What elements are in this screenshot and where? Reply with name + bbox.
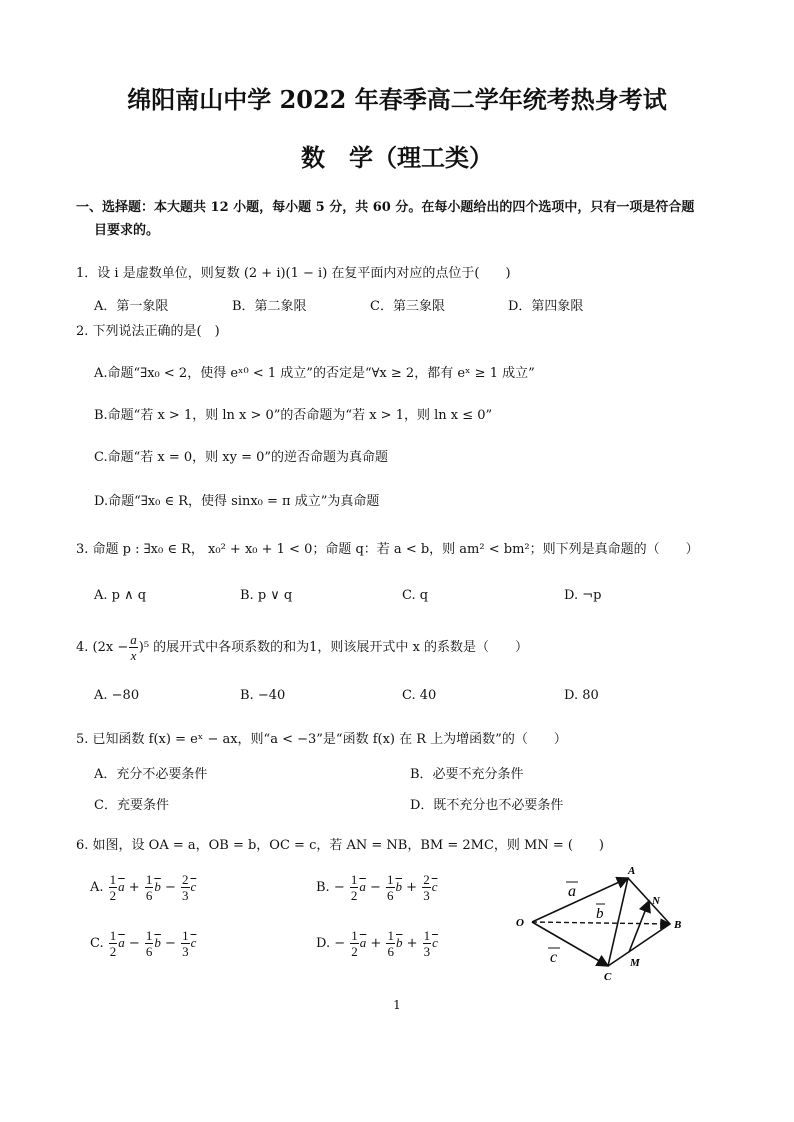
option-label: C. [90,936,108,951]
vector-a-label: a [568,883,576,900]
fraction-denominator: 2 [109,888,117,903]
question-4-option-c: C. 40 [402,688,437,703]
vector-symbol: $\overline{a}$ [118,935,125,950]
operator: − [160,880,180,895]
coefficient-fraction [422,872,431,903]
coefficient-fraction [386,872,395,903]
question-6-option-d [316,928,438,959]
coefficient-fraction [145,872,154,903]
question-4-stem-post: )⁵ 的展开式中各项系数的和为1，则该展开式中 x 的系数是（ ） [138,640,529,655]
fraction-denominator: 6 [387,944,394,959]
question-5-option-d: D．既不充分也不必要条件 [410,798,564,813]
question-4-stem [76,632,528,663]
operator: − [160,936,181,951]
question-3-stem: 3. 命题 p : ∃x₀ ∈ R， x₀² + x₀ + 1 < 0；命题 q：若 a < b，则 am² < bm²；则下列是真命题的（ ） [76,542,699,557]
question-6-option-c [90,928,196,959]
question-3-option-c: C. q [402,588,429,603]
vector-symbol: $\overline{b}$ [154,879,161,894]
point-a-label: A [628,865,636,877]
question-6-option-a [90,872,196,903]
fraction-numerator: a [130,632,137,647]
question-2-option-c: C.命题“若 x = 0，则 xy = 0”的逆否命题为真命题 [94,450,389,465]
question-4-option-a: A. −80 [94,688,140,703]
question-5-stem: 5. 已知函数 f(x) = eˣ − ax，则“a < −3”是“函数 f(x) 在 R 上为增函数”的（ ） [76,732,567,747]
fraction-numerator: 1 [145,872,153,887]
fraction-denominator: x [130,648,137,663]
coefficient-fraction [109,872,118,903]
vector-symbol: $\overline{c}$ [432,935,438,950]
vector-symbol: $\overline{a}$ [359,935,367,950]
vector-oa [532,878,628,922]
vector-symbol: $\overline{a}$ [359,879,366,894]
question-5-option-b: B．必要不充分条件 [410,767,524,782]
question-2-stem: 2. 下列说法正确的是( ) [76,324,220,339]
question-4-option-d: D. 80 [564,688,599,703]
fraction-denominator: 2 [350,888,358,903]
point-m-label: M [630,957,640,969]
coefficient-fraction [350,872,359,903]
fraction-numerator: 1 [109,872,117,887]
fraction-numerator: 1 [387,928,394,943]
fraction-denominator: 6 [387,888,394,903]
vector-symbol: $\overline{b}$ [154,935,161,950]
question-3-option-b: B. p ∨ q [240,588,293,603]
operator: − [124,936,144,951]
coefficient-fraction [350,928,359,959]
fraction-denominator: 6 [145,944,153,959]
coefficient-fraction [181,872,190,903]
fraction-numerator: 2 [182,872,189,887]
vector-symbol: $\overline{a}$ [118,879,125,894]
operator: − [333,880,349,895]
point-c-label: C [604,971,612,983]
fraction-numerator: 1 [182,928,189,943]
question-2-option-d: D.命题“∃x₀ ∈ R，使得 sinx₀ = π 成立”为真命题 [94,494,380,509]
coefficient-fraction [423,928,432,959]
vector-oc [532,922,608,966]
operator: + [124,880,144,895]
fraction-denominator: 2 [351,944,358,959]
vector-symbol: $\overline{b}$ [395,879,403,894]
page-number: 1 [393,998,401,1012]
vector-symbol: $\overline{c}$ [190,935,197,950]
fraction-numerator: 2 [423,872,430,887]
vector-figure [508,860,698,985]
vector-symbol: $\overline{c}$ [190,879,197,894]
option-label: A. [90,880,108,895]
question-4-fraction [129,632,138,663]
fraction-denominator: 3 [423,944,431,959]
section-heading-line2: 目要求的。 [94,223,160,238]
question-6-option-b [316,872,437,903]
question-4-stem-pre: 4. (2x − [76,640,129,655]
question-3-option-d: D. ¬p [564,588,602,603]
point-b-label: B [674,919,682,931]
question-1-option-b: B．第二象限 [232,299,307,314]
question-4-option-b: B. −40 [240,688,286,703]
coefficient-fraction [145,928,154,959]
vector-symbol: $\overline{b}$ [395,935,403,950]
operator: − [334,936,350,951]
question-1-stem: 1．设 i 是虚数单位，则复数 (2 + i)(1 − i) 在复平面内对应的点位于( ) [76,266,511,281]
fraction-numerator: 1 [109,928,117,943]
fraction-numerator: 1 [145,928,153,943]
question-5-option-c: C．充要条件 [94,798,169,813]
option-label: B. [316,880,334,895]
option-label: D. [316,936,335,951]
coefficient-fraction [181,928,190,959]
segment-ac [608,878,628,966]
operator: + [402,936,422,951]
question-1-option-a: A．第一象限 [94,299,169,314]
vector-c-label: c [550,949,558,966]
fraction-numerator: 1 [350,872,358,887]
section-heading-line1: 一、选择题：本大题共 12 小题，每小题 5 分，共 60 分。在每小题给出的四个选项中，只有一项是符合题 [76,200,695,215]
question-1-option-d: D．第四象限 [508,299,584,314]
page-title: 绵阳南山中学 2022 年春季高二学年统考热身考试 [127,85,667,114]
fraction-denominator: 3 [182,944,189,959]
fraction-numerator: 1 [423,928,431,943]
fraction-numerator: 1 [387,872,394,887]
page-subtitle: 数 学（理工类） [301,143,493,172]
fraction-numerator: 1 [351,928,358,943]
coefficient-fraction [386,928,395,959]
point-n-label: N [652,895,660,907]
vector-ob [532,922,670,924]
operator: + [402,880,422,895]
vector-symbol: $\overline{c}$ [431,879,438,894]
fraction-denominator: 3 [423,888,430,903]
fraction-denominator: 3 [182,888,189,903]
question-3-option-a: A. p ∧ q [94,588,147,603]
question-1-option-c: C．第三象限 [370,299,445,314]
vector-b-label: b [596,906,604,922]
question-6-stem: 6. 如图，设 OA = a，OB = b，OC = c，若 AN = NB，BM = 2MC，则 MN = ( ) [76,838,605,853]
point-o-label: O [516,917,524,929]
question-2-option-b: B.命题“若 x > 1，则 ln x > 0”的否命题为“若 x > 1，则 ln x ≤ 0” [94,408,493,423]
question-5-option-a: A．充分不必要条件 [94,767,208,782]
question-2-option-a: A.命题“∃x₀ < 2，使得 eˣ⁰ < 1 成立”的否定是“∀x ≥ 2，都有 eˣ ≥ 1 成立” [94,366,535,381]
operator: − [365,880,386,895]
coefficient-fraction [109,928,118,959]
fraction-denominator: 6 [145,888,153,903]
fraction-denominator: 2 [109,944,117,959]
operator: + [366,936,386,951]
